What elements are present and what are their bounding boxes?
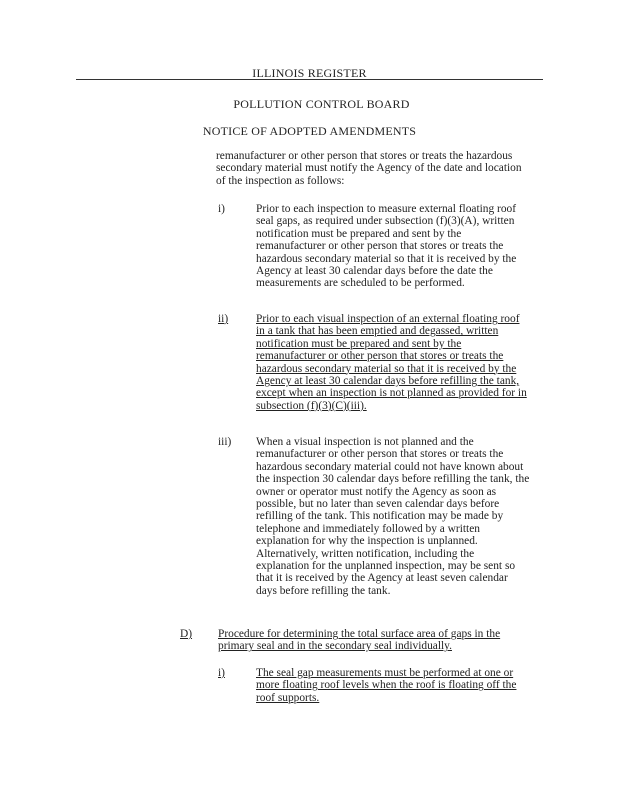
text-line: Prior to each inspection to measure external floating roof (256, 203, 516, 215)
text-line: refilling of the tank. This notification may be made by (256, 510, 504, 523)
item-marker: iii) (218, 436, 232, 448)
text-line: The seal gap measurements must be performed at one or (256, 667, 514, 679)
text-line: hazardous secondary material so that it is received by the (256, 362, 517, 375)
text-line: remanufacturer or other person that stores or treats the (256, 350, 504, 363)
item-paragraph (218, 628, 500, 653)
register-title: ILLINOIS REGISTER (252, 66, 367, 80)
text-line: in a tank that has been emptied and degassed, written (256, 325, 499, 338)
text-line: that it is received by the Agency at least seven calendar (256, 572, 508, 585)
text-line: possible, but no later than seven calendar days before (256, 498, 500, 511)
text-line: seal gaps, as required under subsection (f)(3)(A), written (256, 215, 515, 228)
item-marker: D) (180, 628, 193, 640)
text-line: measurements are scheduled to be performed. (256, 277, 465, 290)
item-marker: i) (218, 667, 225, 679)
text-line: Alternatively, written notification, including the (256, 547, 475, 560)
text-line: hazardous secondary material so that it is received by the (256, 252, 517, 265)
item-paragraph (256, 667, 516, 704)
text-line: primary seal and in the secondary seal individually. (218, 640, 452, 653)
board-title: POLLUTION CONTROL BOARD (233, 97, 410, 111)
text-line: explanation for the unplanned inspection, may be sent so (256, 560, 516, 573)
text-line: Agency at least 30 calendar days before the date the (256, 265, 493, 278)
intro-paragraph (216, 150, 522, 187)
text-line: When a visual inspection is not planned and the (256, 436, 474, 448)
text-line: Procedure for determining the total surface area of gaps in the (218, 628, 501, 640)
text-line: remanufacturer or other person that stores or treats the (256, 240, 504, 253)
text-line: days before refilling the tank. (256, 584, 391, 597)
text-line: owner or operator must notify the Agency as soon as (256, 485, 497, 498)
text-line: explanation for why the inspection is unplanned. (256, 535, 478, 548)
item-paragraph (256, 436, 529, 597)
text-line: the inspection 30 calendar days before refilling the tank, the (256, 473, 530, 486)
item-paragraph (256, 203, 516, 290)
text-line: subsection (f)(3)(C)(iii). (256, 399, 367, 412)
item-marker: i) (218, 203, 225, 215)
text-line: secondary material must notify the Agency of the date and location (216, 162, 522, 175)
item-marker: ii) (218, 313, 229, 325)
text-line: except when an inspection is not planned as provided for in (256, 387, 527, 400)
text-line: remanufacturer or other person that stores or treats the hazardous (216, 150, 513, 162)
text-line: hazardous secondary material could not have known about (256, 460, 524, 473)
text-line: roof supports. (256, 691, 320, 704)
text-line: remanufacturer or other person that stores or treats the (256, 448, 504, 461)
text-line: notification must be prepared and sent by the (256, 337, 462, 350)
item-paragraph (256, 313, 527, 412)
text-line: of the inspection as follows: (216, 174, 345, 187)
text-line: notification must be prepared and sent by the (256, 227, 462, 240)
text-line: more floating roof levels when the roof is floating off the (256, 679, 517, 692)
text-line: telephone and immediately followed by a written (256, 522, 480, 535)
notice-title: NOTICE OF ADOPTED AMENDMENTS (202, 124, 417, 138)
text-line: Prior to each visual inspection of an external floating roof (256, 313, 520, 325)
text-line: Agency at least 30 calendar days before refilling the tank, (256, 375, 520, 388)
